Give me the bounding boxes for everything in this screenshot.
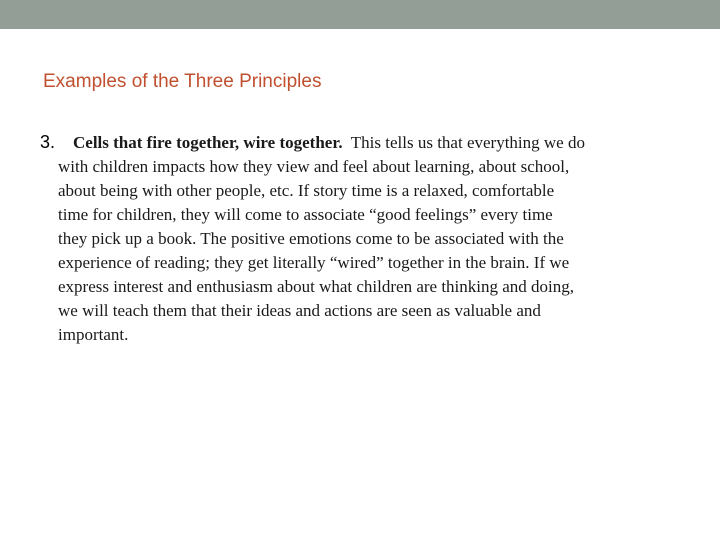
body-line: they pick up a book. The positive emotions come to be associated with the <box>58 229 564 248</box>
point-number: 3. <box>40 132 56 152</box>
body-line: experience of reading; they get literally “wired” together in the brain. If we <box>58 253 570 272</box>
slide-title: Examples of the Three Principles <box>43 71 322 92</box>
body-line: about being with other people, etc. If story time is a relaxed, comfortable <box>58 181 555 200</box>
body-line: time for children, they will come to associate “good feelings” every time <box>58 205 553 224</box>
lead-phrase: Cells that fire together, wire together. <box>73 133 343 152</box>
body-line: express interest and enthusiasm about what children are thinking and doing, <box>58 277 575 296</box>
body-line: important. <box>58 325 129 344</box>
body-line <box>40 131 680 155</box>
top-accent-bar <box>0 0 720 29</box>
slide-body <box>40 131 680 347</box>
body-line: we will teach them that their ideas and actions are seen as valuable and <box>58 301 541 320</box>
body-line: with children impacts how they view and feel about learning, about school, <box>58 157 570 176</box>
body-line-text: This tells us that everything we do <box>350 133 585 152</box>
